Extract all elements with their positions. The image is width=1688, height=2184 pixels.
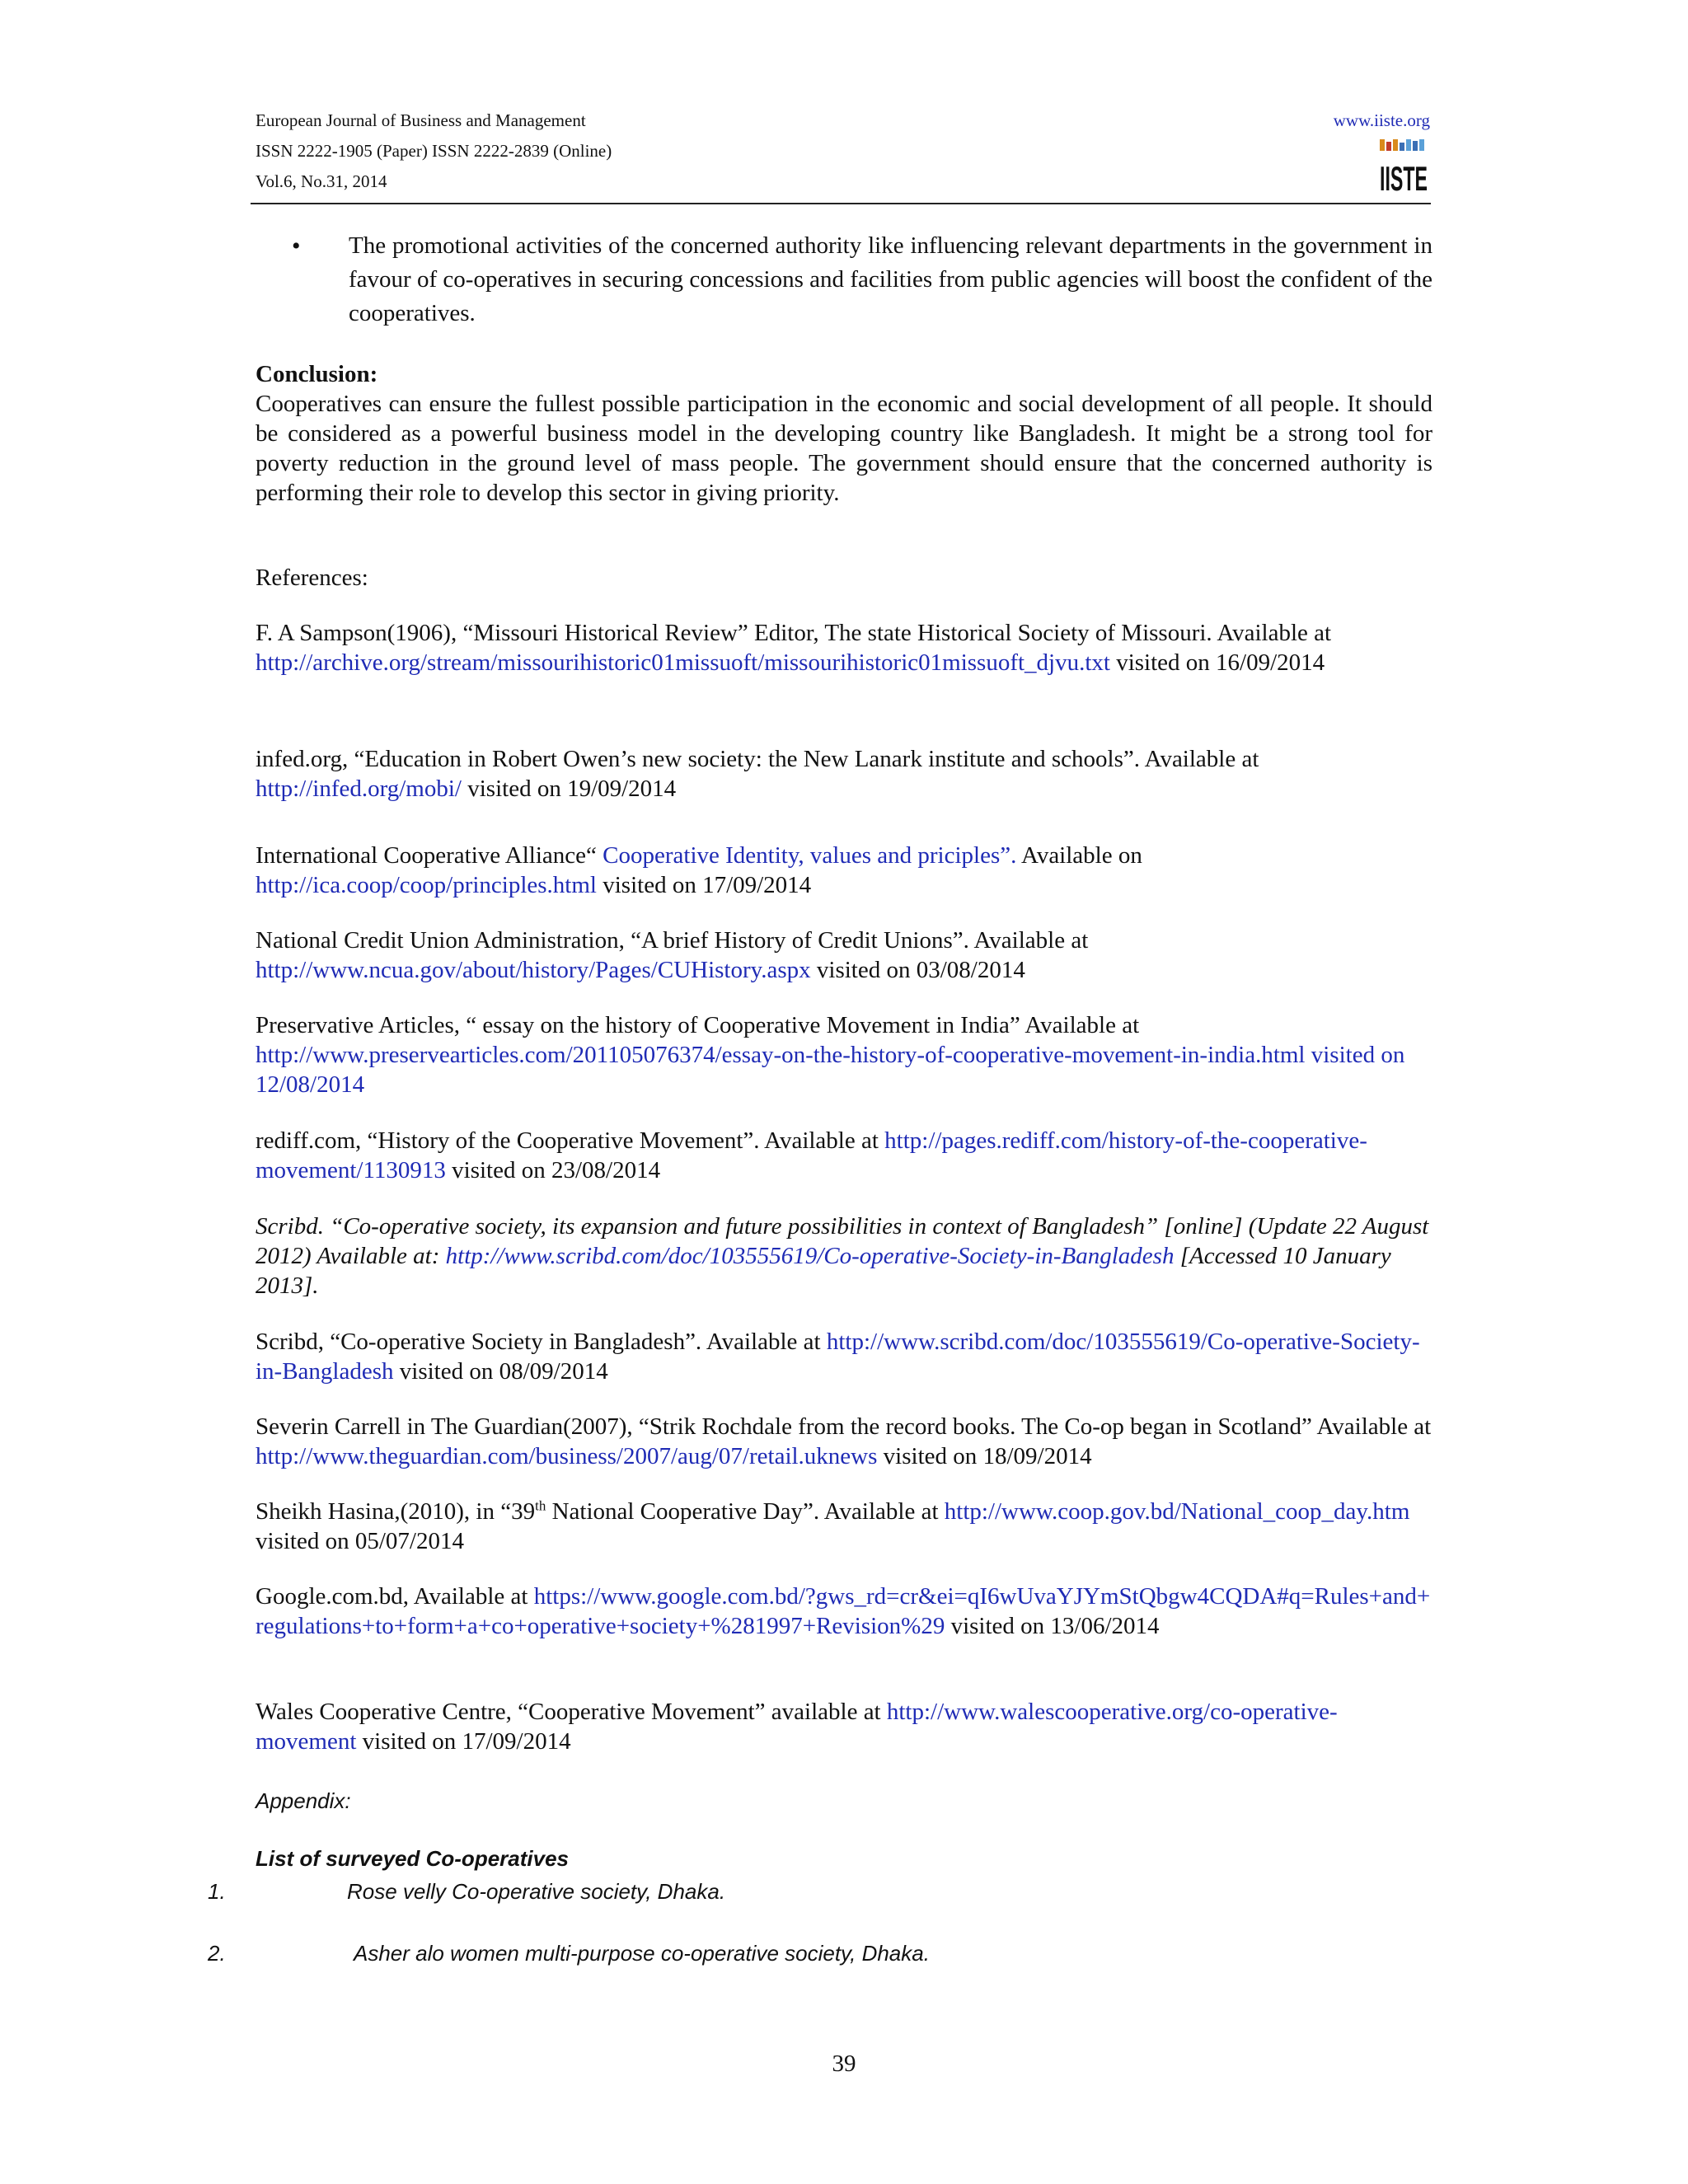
reference-link[interactable]: http://ica.coop/coop/principles.html bbox=[256, 872, 597, 898]
references-heading: References: bbox=[256, 565, 368, 591]
reference-text: Scribd. “Co-operative society, its expansion and future possibilities in context of Bangladesh” [online] (Update 22 August 2012) Available at: bbox=[256, 1213, 1429, 1269]
header-rule bbox=[251, 203, 1431, 204]
reference-visited: visited on 17/09/2014 bbox=[356, 1728, 571, 1755]
iiste-logo-icon bbox=[1378, 138, 1429, 198]
reference-text: National Cooperative Day”. Available at bbox=[546, 1498, 945, 1525]
reference-link[interactable]: http://www.ncua.gov/about/history/Pages/CUHistory.aspx bbox=[256, 957, 811, 983]
reference-link[interactable]: http://www.preservearticles.com/201105076374/essay-on-the-history-of-cooperative-movement-in-india.html visited on 12/08/2014 bbox=[256, 1042, 1405, 1098]
reference-text: Severin Carrell in The Guardian(2007), “Strik Rochdale from the record books. The Co-op began in Scotland” Available at bbox=[256, 1413, 1432, 1440]
reference-link[interactable]: http://archive.org/stream/missourihistoric01missuoft/missourihistoric01missuoft_djvu.txt bbox=[256, 649, 1110, 676]
reference-item bbox=[256, 744, 1432, 804]
bullet-item bbox=[292, 229, 1432, 330]
reference-item bbox=[256, 1126, 1432, 1185]
reference-text: Available on bbox=[1016, 842, 1142, 869]
reference-text: rediff.com, “History of the Cooperative Movement”. Available at bbox=[256, 1127, 885, 1154]
reference-item bbox=[256, 1697, 1432, 1756]
reference-link[interactable]: http://www.scribd.com/doc/103555619/Co-operative-Society-in-Bangladesh bbox=[256, 1329, 1420, 1385]
appendix-heading: Appendix: bbox=[256, 1788, 351, 1813]
page-number: 39 bbox=[832, 2050, 856, 2077]
reference-link[interactable]: http://www.coop.gov.bd/National_coop_day.htm bbox=[944, 1498, 1410, 1525]
reference-text: Sheikh Hasina,(2010), in “39 bbox=[256, 1498, 536, 1525]
reference-link[interactable]: Cooperative Identity, values and priciples”. bbox=[603, 842, 1017, 869]
reference-visited: visited on 23/08/2014 bbox=[445, 1157, 661, 1183]
reference-visited: visited on 08/09/2014 bbox=[393, 1358, 608, 1385]
reference-item bbox=[256, 1582, 1432, 1641]
bullet-text: The promotional activities of the concerned authority like influencing relevant departments in the government in favour of co-operatives in securing concessions and facilities from public agencies will boost the confident of the cooperatives. bbox=[349, 232, 1432, 326]
reference-text: National Credit Union Administration, “A brief History of Credit Unions”. Available at bbox=[256, 927, 1089, 954]
volume-line: Vol.6, No.31, 2014 bbox=[256, 171, 387, 191]
appendix-item-text: Asher alo women multi-purpose co-operative society, Dhaka. bbox=[354, 1941, 930, 1966]
website-link[interactable]: www.iiste.org bbox=[1333, 110, 1430, 130]
reference-link[interactable]: http://www.scribd.com/doc/103555619/Co-operative-Society-in-Bangladesh bbox=[445, 1243, 1175, 1269]
appendix-item-number: 1. bbox=[208, 1879, 226, 1904]
bullet-dot-icon: • bbox=[292, 232, 301, 260]
reference-link[interactable]: http://infed.org/mobi/ bbox=[256, 776, 462, 802]
reference-visited: visited on 03/08/2014 bbox=[810, 957, 1025, 983]
journal-name: European Journal of Business and Management bbox=[256, 110, 586, 130]
reference-visited: visited on 18/09/2014 bbox=[877, 1443, 1092, 1469]
reference-text: Scribd, “Co-operative Society in Bangladesh”. Available at bbox=[256, 1329, 827, 1355]
appendix-item-text: Rose velly Co-operative society, Dhaka. bbox=[347, 1879, 726, 1904]
reference-text: Wales Cooperative Centre, “Cooperative Movement” available at bbox=[256, 1699, 887, 1725]
reference-item bbox=[256, 926, 1432, 985]
reference-link[interactable]: http://pages.rediff.com/history-of-the-cooperative-movement/1130913 bbox=[256, 1127, 1367, 1183]
reference-item bbox=[256, 1212, 1432, 1301]
issn-line: ISSN 2222-1905 (Paper) ISSN 2222-2839 (Online) bbox=[256, 141, 612, 161]
ordinal-suffix: th bbox=[535, 1497, 546, 1514]
conclusion-text: Cooperatives can ensure the fullest possible participation in the economic and social development of all people. It should be considered as a powerful business model in the developing country like Bangladesh. It might be a strong tool for poverty reduction in the ground level of mass people. The government should ensure that the concerned authority is performing their role to develop this sector in giving priority. bbox=[256, 391, 1432, 506]
reference-text: infed.org, “Education in Robert Owen’s new society: the New Lanark institute and schools”. Available at bbox=[256, 746, 1259, 772]
svg-text:IISTE: IISTE bbox=[1380, 159, 1428, 198]
reference-visited: visited on 05/07/2014 bbox=[256, 1528, 464, 1554]
reference-text: F. A Sampson(1906), “Missouri Historical Review” Editor, The state Historical Society of Missouri. Available at bbox=[256, 620, 1332, 646]
reference-link[interactable]: http://www.walescooperative.org/co-operative-movement bbox=[256, 1699, 1338, 1755]
reference-item bbox=[256, 841, 1432, 900]
reference-visited: visited on 19/09/2014 bbox=[461, 776, 677, 802]
reference-link[interactable]: http://www.theguardian.com/business/2007/aug/07/retail.uknews bbox=[256, 1443, 878, 1469]
reference-visited: visited on 13/06/2014 bbox=[945, 1613, 1160, 1639]
reference-text: Google.com.bd, Available at bbox=[256, 1583, 534, 1610]
conclusion-heading: Conclusion: bbox=[256, 361, 378, 387]
conclusion-section bbox=[256, 359, 1432, 508]
reference-item bbox=[256, 1412, 1432, 1471]
reference-visited: visited on 16/09/2014 bbox=[1109, 649, 1325, 676]
reference-item bbox=[256, 1010, 1432, 1099]
reference-link[interactable]: https://www.google.com.bd/?gws_rd=cr&ei=qI6wUvaYJYmStQbgw4CQDA#q=Rules+and+regulations+to+form+a+co+operative+society+%281997+Revision%29 bbox=[256, 1583, 1431, 1639]
reference-text: Preservative Articles, “ essay on the history of Cooperative Movement in India” Available at bbox=[256, 1012, 1140, 1038]
reference-visited: visited on 17/09/2014 bbox=[596, 872, 812, 898]
reference-text: International Cooperative Alliance“ bbox=[256, 842, 603, 869]
reference-item bbox=[256, 618, 1432, 677]
reference-item bbox=[256, 1497, 1432, 1556]
appendix-item-number: 2. bbox=[208, 1941, 226, 1966]
appendix-list-title: List of surveyed Co-operatives bbox=[256, 1846, 569, 1871]
reference-item bbox=[256, 1327, 1432, 1386]
reference-accessed: [Accessed 10 January 2013]. bbox=[256, 1243, 1391, 1299]
